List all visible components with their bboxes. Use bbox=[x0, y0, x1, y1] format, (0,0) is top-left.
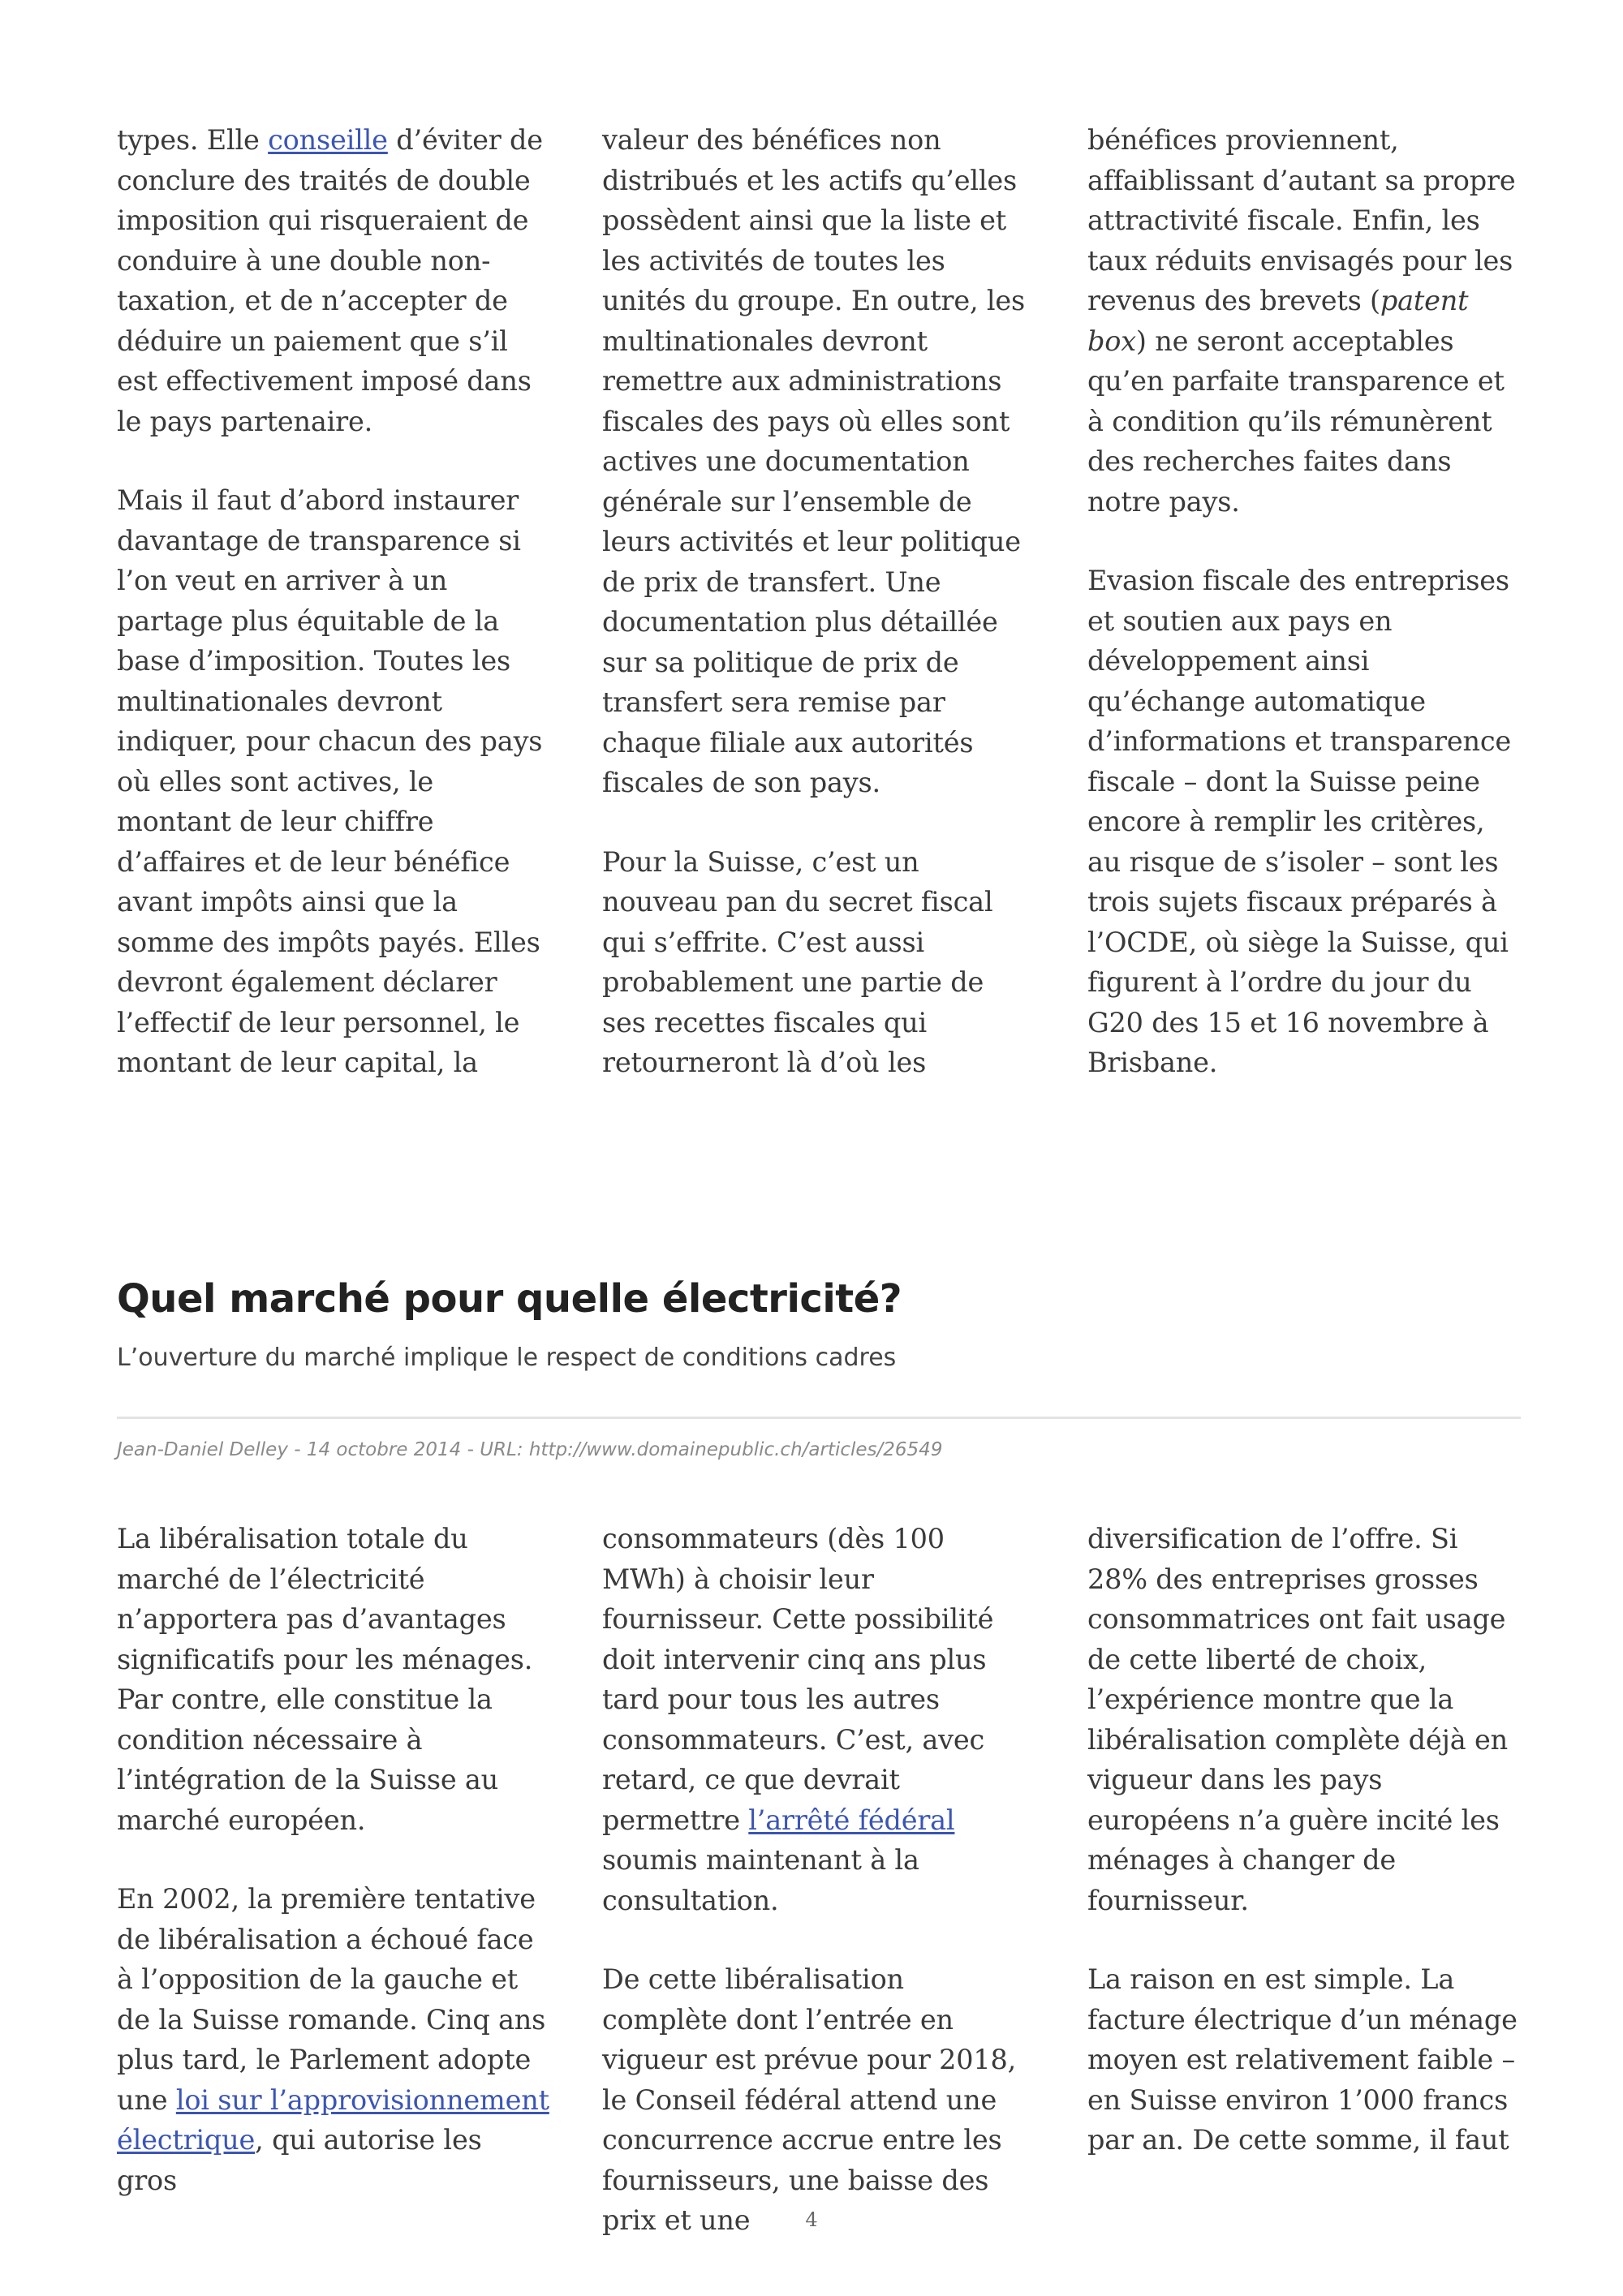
arrete-federal-link[interactable]: l’arrêté fédéral bbox=[748, 1804, 955, 1836]
loi-approvisionnement-link[interactable]: loi sur l’approvisionnement électrique bbox=[117, 2083, 549, 2156]
paragraph: En 2002, la première tentative de libéralisation a échoué face à l’opposition de la gauche et de la Suisse romande. Cinq ans plus tard, le Parlement adopte une loi sur l’approvisionnement électrique, qui autorise les gros bbox=[117, 1883, 549, 2196]
column-2 bbox=[602, 1519, 1035, 2241]
divider bbox=[117, 1417, 1521, 1419]
paragraph: La libéralisation totale du marché de l’électricité n’apportera pas d’avantages significatifs pour les ménages. Par contre, elle constitue la condition nécessaire à l’intégration de la Suisse au marché européen. bbox=[117, 1523, 533, 1836]
column-1 bbox=[117, 1519, 550, 2241]
paragraph: consommateurs (dès 100 MWh) à choisir leur fournisseur. Cette possibilité doit intervenir cinq ans plus tard pour tous les autres consommateurs. C’est, avec retard, ce que devrait permettre l’arrêté fédéral soumis maintenant à la consultation. bbox=[602, 1523, 994, 1916]
paragraph: bénéfices proviennent, affaiblissant d’autant sa propre attractivité fiscale. Enfin, les taux réduits envisagés pour les revenus des brevets (patent box) ne seront acceptables qu’en parfaite transparence et à condition qu’ils rémunèrent des recherches faites dans notre pays. bbox=[1087, 124, 1516, 518]
article-header bbox=[117, 1271, 1521, 1374]
paragraph: types. Elle conseille d’éviter de conclure des traités de double imposition qui risqueraient de conduire à une double non-taxation, et de n’accepter de déduire un paiement que s’il est effectivement imposé dans le pays partenaire. bbox=[117, 124, 543, 437]
conseille-link[interactable]: conseille bbox=[268, 124, 388, 156]
page-number: 4 bbox=[805, 2208, 818, 2231]
article-title: Quel marché pour quelle électricité? bbox=[117, 1276, 902, 1322]
article-continuation bbox=[117, 120, 1521, 1083]
paragraph: Mais il faut d’abord instaurer davantage de transparence si l’on veut en arriver à un partage plus équitable de la base d’imposition. Toutes les multinationales devront indiquer, pour chacun des pays où elles sont actives, le montant de leur chiffre d’affaires et de leur bénéfice avant impôts ainsi que la somme des impôts payés. Elles devront également déclarer l’effectif de leur personnel, le montant de leur capital, la bbox=[117, 484, 543, 1078]
paragraph: De cette libéralisation complète dont l’entrée en vigueur est prévue pour 2018, le Conseil fédéral attend une concurrence accrue entre les fournisseurs, une baisse des prix et une bbox=[602, 1963, 1017, 2236]
column-3 bbox=[1087, 120, 1521, 1083]
patent-box-term: patent box bbox=[1087, 285, 1469, 357]
article-body bbox=[117, 1519, 1521, 2241]
paragraph: Evasion fiscale des entreprises et soutien aux pays en développement ainsi qu’échange automatique d’informations et transparence fiscale – dont la Suisse peine encore à remplir les critères, au risque de s’isoler – sont les trois sujets fiscaux préparés à l’OCDE, où siège la Suisse, qui figurent à l’ordre du jour du G20 des 15 et 16 novembre à Brisbane. bbox=[1087, 565, 1512, 1078]
paragraph: valeur des bénéfices non distribués et les actifs qu’elles possèdent ainsi que la liste et les activités de toutes les unités du groupe. En outre, les multinationales devront remettre aux administrations fiscales des pays où elles sont actives une documentation générale sur l’ensemble de leurs activités et leur politique de prix de transfert. Une documentation plus détaillée sur sa politique de prix de transfert sera remise par chaque filiale aux autorités fiscales de son pays. bbox=[602, 124, 1025, 798]
article-subtitle: L’ouverture du marché implique le respect de conditions cadres bbox=[117, 1344, 897, 1372]
paragraph: La raison en est simple. La facture électrique d’un ménage moyen est relativement faible – en Suisse environ 1’000 francs par an. De cette somme, il faut bbox=[1087, 1963, 1518, 2156]
column-3 bbox=[1087, 1519, 1521, 2241]
column-2 bbox=[602, 120, 1035, 1083]
column-1 bbox=[117, 120, 550, 1083]
paragraph: Pour la Suisse, c’est un nouveau pan du secret fiscal qui s’effrite. C’est aussi probablement une partie de ses recettes fiscales qui retourneront là d’où les bbox=[602, 845, 993, 1078]
paragraph: diversification de l’offre. Si 28% des entreprises grosses consommatrices ont fait usage de cette liberté de choix, l’expérience montre que la libéralisation complète déjà en vigueur dans les pays européens n’a guère incité les ménages à changer de fournisseur. bbox=[1087, 1523, 1508, 1916]
article-meta: Jean-Daniel Delley - 14 octobre 2014 - URL: http://www.domainepublic.ch/articles/26549 bbox=[117, 1439, 943, 1460]
